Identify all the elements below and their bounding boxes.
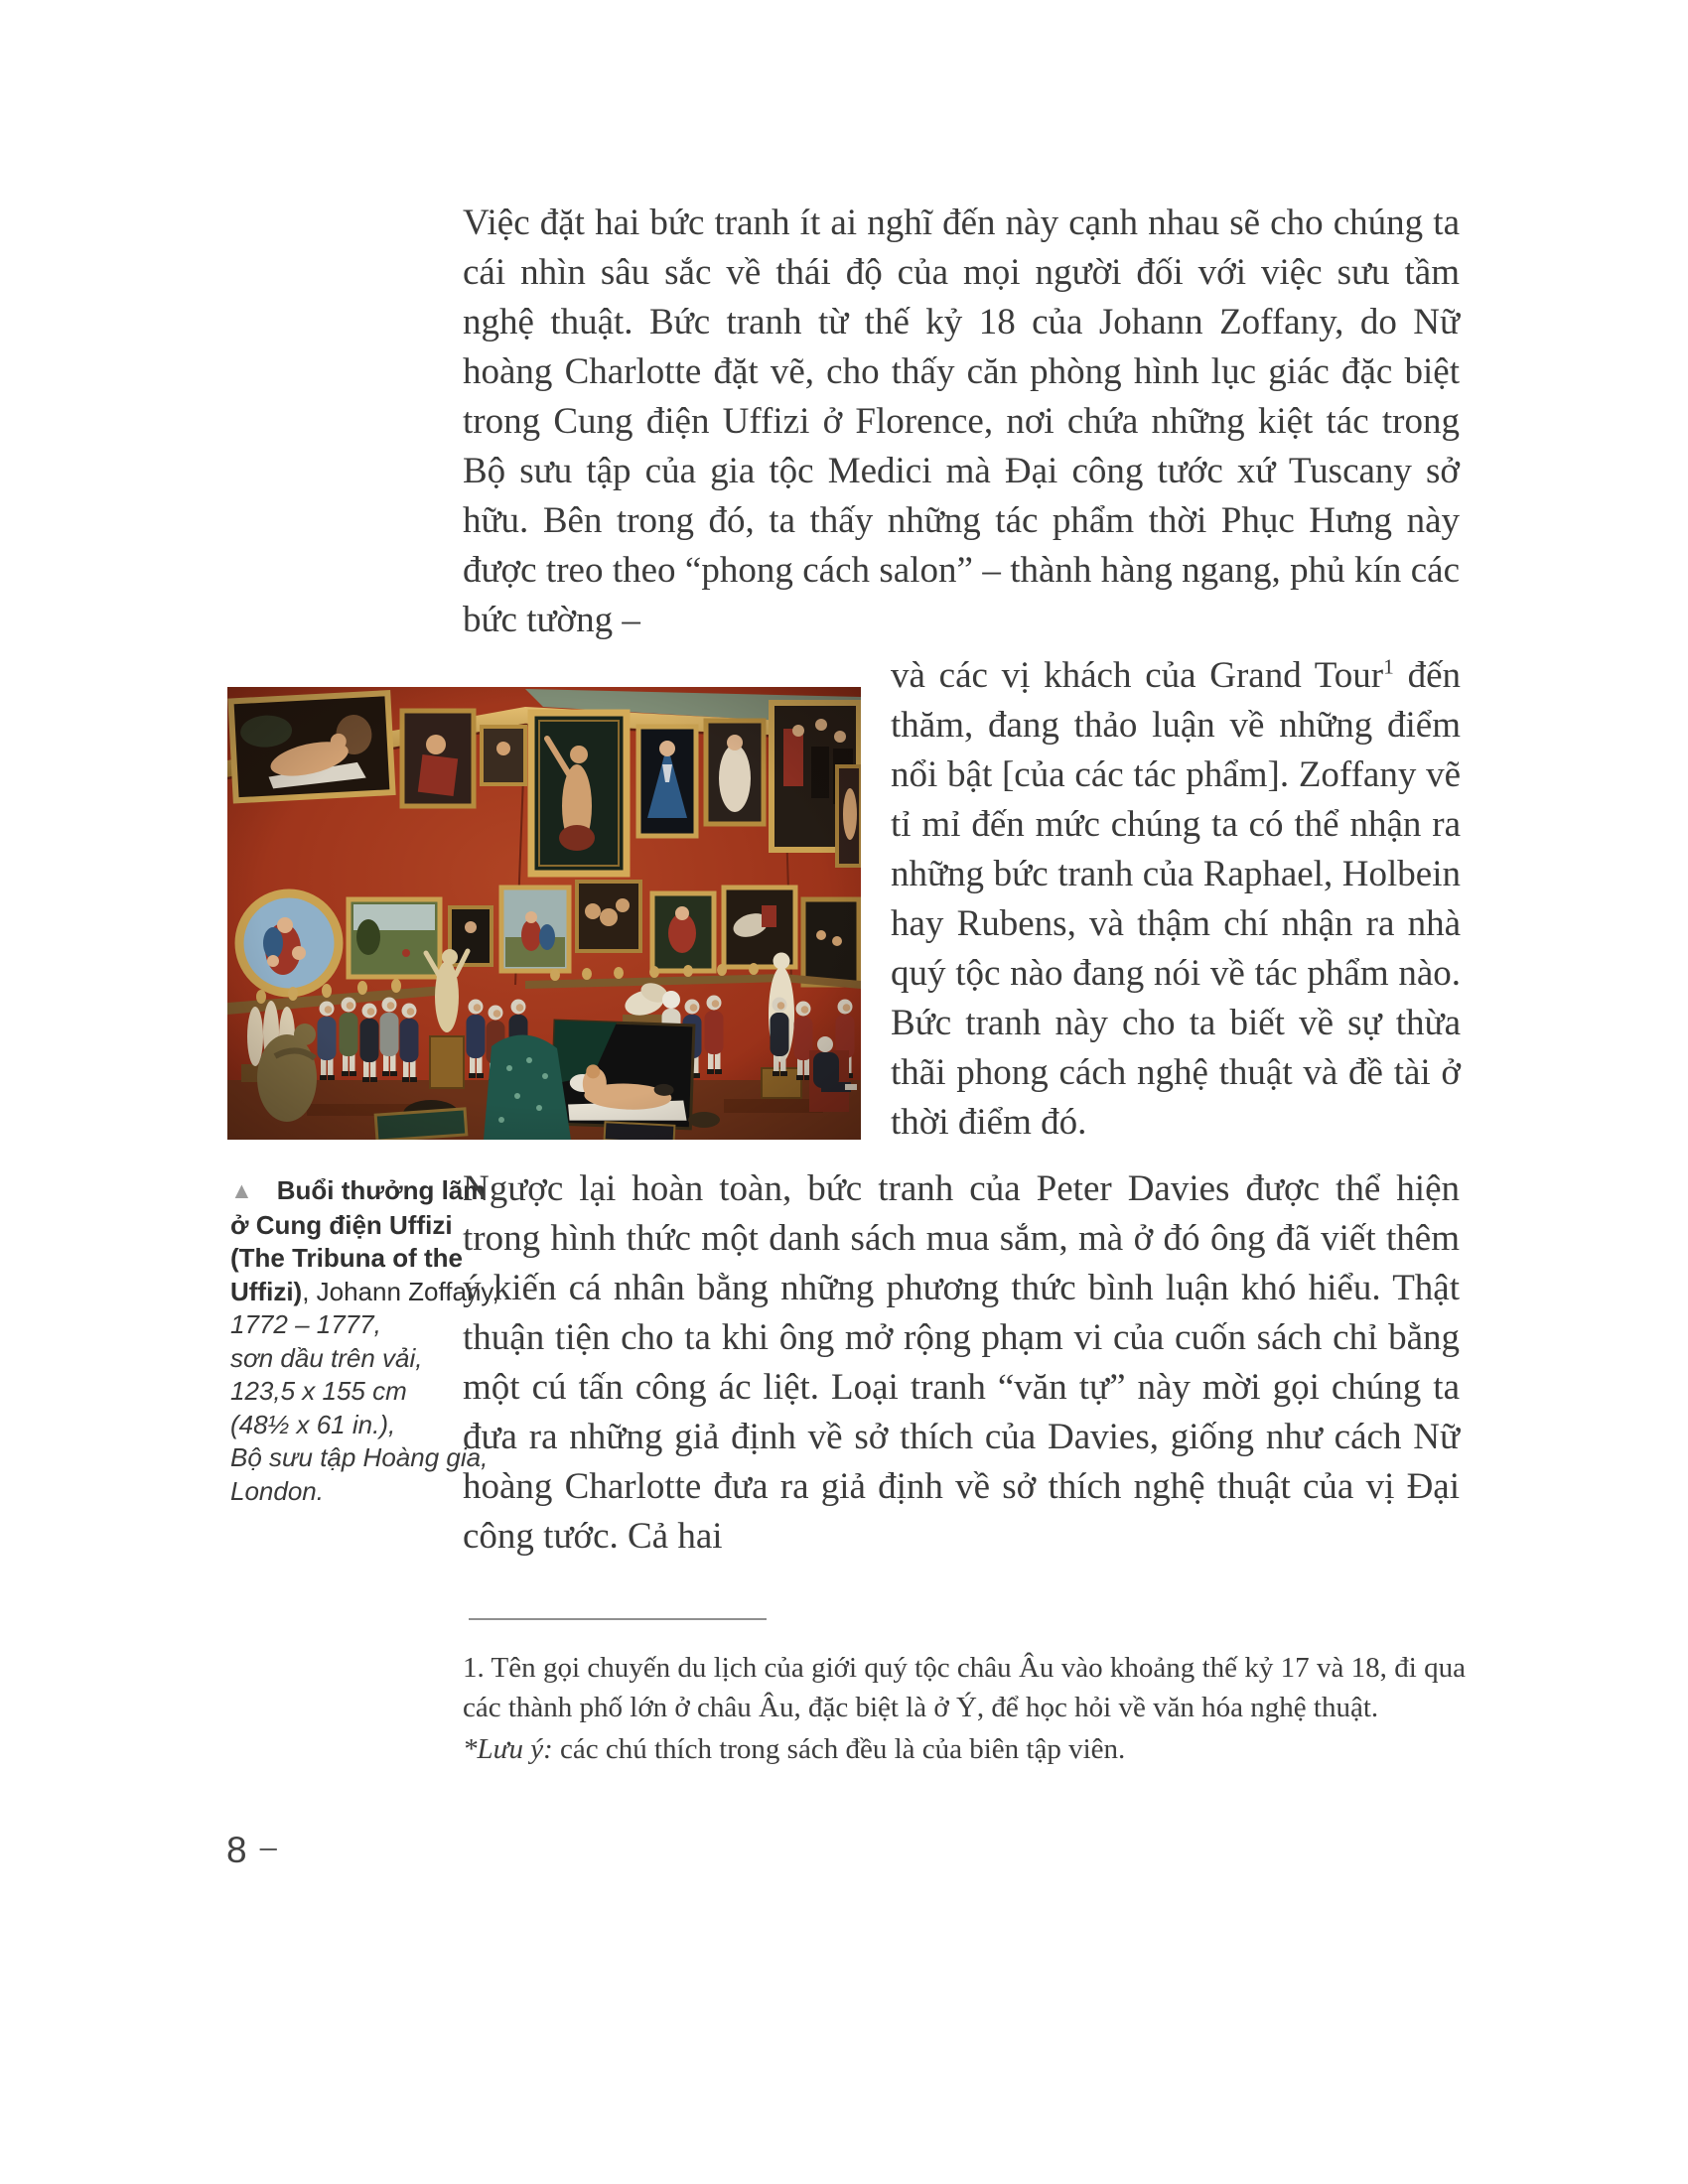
figure-caption [230, 1174, 502, 1508]
tribuna-painting-image [227, 687, 861, 1140]
footnote-1: 1. Tên gọi chuyến du lịch của giới quý tộc châu Âu vào khoảng thế kỷ 17 và 18, đi qua các thành phố lớn ở châu Âu, đặc biệt là ở Ý, để học hỏi về văn hóa nghệ thuật. [463, 1652, 1466, 1723]
caption-detail-line: (48½ x 61 in.), [230, 1409, 396, 1439]
caption-title-line [230, 1174, 502, 1209]
caption-detail-line: sơn dầu trên vải, [230, 1342, 423, 1373]
caption-title-text: Uffizi) [230, 1276, 303, 1306]
caption-artist-text: , Johann Zoffany, [302, 1276, 499, 1306]
wrapped-text-after-footnote-ref: đến thăm, đang thảo luận về những điểm nổi bật [của các tác phẩm]. Zoffany vẽ tỉ mỉ đến mức chúng ta có thể nhận ra những bức tranh của Raphael, Holbein hay Rubens, và thậm chí nhận ra nhà quý tộc nào đang nói về tác phẩm nào. Bức tranh này cho ta biết về sự thừa thãi phong cách nghệ thuật và đề tài ở thời điểm đó. [891, 655, 1461, 1143]
caption-title-line [230, 1276, 502, 1309]
paragraph-1-wrapped [891, 651, 1461, 1148]
paragraph-1-intro: Việc đặt hai bức tranh ít ai nghĩ đến này cạnh nhau sẽ cho chúng ta cái nhìn sâu sắc về thái độ của mọi người đối với việc sưu tầm nghệ thuật. Bức tranh từ thế kỷ 18 của Johann Zoffany, do Nữ hoàng Charlotte đặt vẽ, cho thấy căn phòng hình lục giác đặc biệt trong Cung điện Uffizi ở Florence, nơi chứa những kiệt tác trong Bộ sưu tập của gia tộc Medici mà Đại công tước xứ Tuscany sở hữu. Bên trong đó, ta thấy những tác phẩm thời Phục Hưng này được treo theo “phong cách salon” – thành hàng ngang, phủ kín các bức tường – [463, 203, 1460, 640]
caption-title-line: ở Cung điện Uffizi [230, 1209, 453, 1240]
triangle-up-icon: ▲ [230, 1177, 253, 1203]
footnote-divider [469, 1618, 767, 1620]
footnote-reference-1: 1 [1383, 654, 1394, 679]
page-number-dash: – [259, 1830, 277, 1864]
caption-detail-line: 1772 – 1777, [230, 1309, 381, 1339]
paragraph-2: Ngược lại hoàn toàn, bức tranh của Peter Davies được thể hiện trong hình thức một danh sách mua sắm, mà ở đó ông đã viết thêm ý kiến cá nhân bằng những phương thức bình luận khó hiểu. Thật thuận tiện cho ta khi ông mở rộng phạm vi của cuốn sách chỉ bằng một cú tấn công ác liệt. Loại tranh “văn tự” này mời gọi chúng ta đưa ra những giả định về sở thích của Davies, giống như cách Nữ hoàng Charlotte đưa ra giả định về sở thích nghệ thuật của vị Đại công tước. Cả hai [463, 1168, 1460, 1557]
caption-detail-line: Bộ sưu tập Hoàng gia, [230, 1442, 489, 1472]
caption-detail-line: London. [230, 1475, 324, 1506]
editor-note-label: *Lưu ý: [463, 1733, 553, 1765]
artwork-figure [227, 687, 861, 1140]
editor-note [463, 1729, 1466, 1769]
wrapped-text-before-footnote-ref: và các vị khách của Grand Tour [891, 655, 1384, 696]
caption-detail-line: 123,5 x 155 cm [230, 1376, 407, 1406]
editor-note-text: các chú thích trong sách đều là của biên tập viên. [552, 1733, 1126, 1765]
caption-title-line: (The Tribuna of the [230, 1243, 463, 1273]
page-number [226, 1830, 277, 1871]
caption-title-text: Buổi thưởng lãm [276, 1175, 487, 1205]
page-number-value: 8 [226, 1830, 247, 1870]
